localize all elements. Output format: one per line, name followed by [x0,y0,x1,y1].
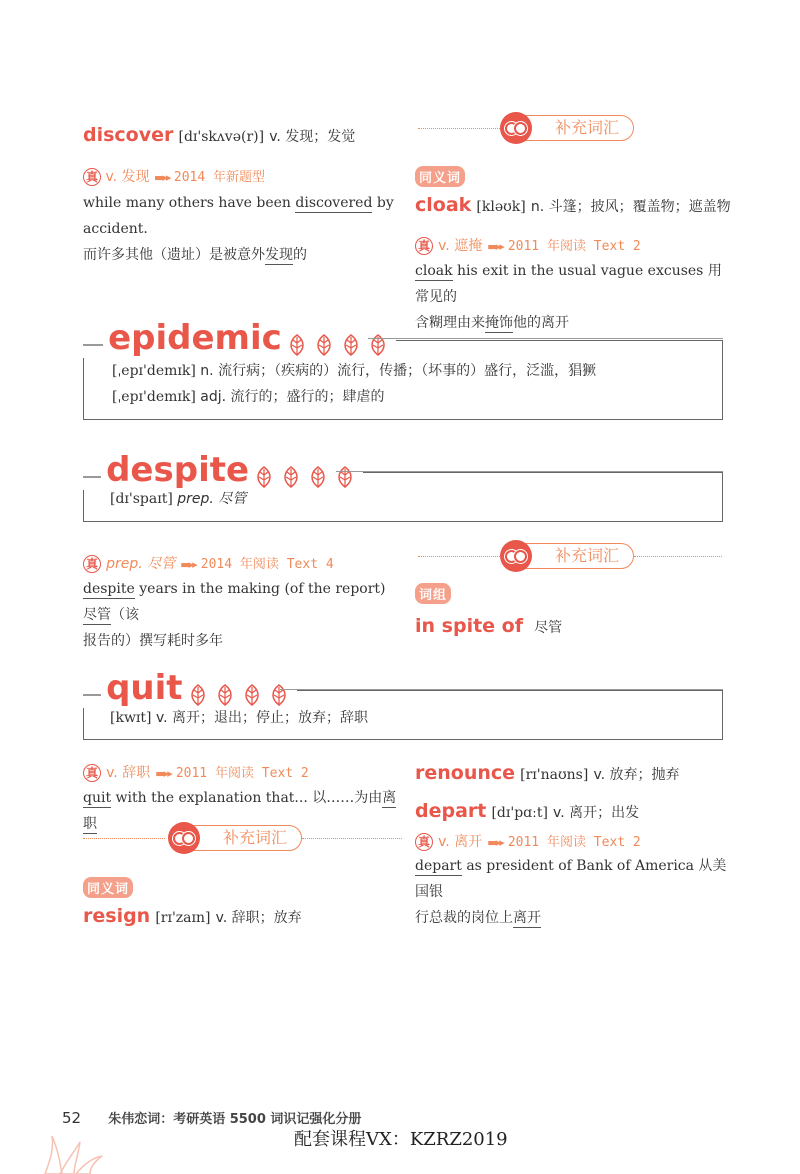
leaf-icon [188,683,208,707]
headword-renounce: renounce [415,762,516,784]
entry-renounce [415,762,680,784]
arrow-icon: ▬▸▸ [180,558,196,571]
entry-discover [83,124,403,146]
header-rule [83,694,101,696]
supplement-label: 补充词汇 [555,546,620,565]
translation-keyword: 离开 [513,910,541,926]
definition: v. 离开；退出；停止；放弃；辞职 [155,710,369,726]
leaf-icon [242,683,262,707]
synonym-tag-label: 同义词 [83,877,133,898]
example-depart [415,853,735,931]
leaf-icon [269,683,289,707]
phrase-definition: 尽管 [534,620,563,636]
arrow-icon: ▬▸▸ [487,836,503,849]
headword-despite: despite [106,450,250,490]
real-exam-source: 2014 年阅读 Text 4 [200,557,334,572]
phrase-text: in spite of [415,615,523,637]
synonym-tag-label: 同义词 [415,166,465,187]
real-exam-icon: 真 [415,237,433,255]
example-text: while many others have been [83,195,296,211]
watermark-text: 配套课程VX：KZRZ2019 [294,1129,508,1150]
book-title: 朱伟恋词：考研英语 5500 词识记强化分册 [108,1112,362,1127]
translation-keyword: 离职 [83,790,397,832]
real-exam-line [83,762,309,782]
real-exam-source: 2011 年阅读 Text 2 [507,239,641,254]
divider [634,556,722,557]
header-trail-line [336,471,723,472]
real-exam-pos: v. 辞职 [106,765,151,781]
translation-keyword: 尽管 [83,607,111,623]
phrase-tag [415,583,451,604]
example-keyword: quit [83,790,112,806]
real-exam-source: 2011 年阅读 Text 2 [175,766,309,781]
example-keyword: discovered [295,195,373,211]
definition: prep. 尽管 [177,491,247,507]
definition: n. 斗篷；披风；覆盖物；遮盖物 [530,199,731,215]
divider [418,556,500,557]
leaf-icon [287,333,307,357]
owl-icon [500,540,532,572]
definitions-despite [110,486,246,512]
translation-end: 他的离开 [513,315,569,331]
leaf-icon [308,465,328,489]
header-rule [83,344,103,346]
definitions-epidemic [112,358,712,410]
phonetic: [dɪ'skʌvə(r)] [178,129,265,145]
phonetic: [ˌepɪ'demɪk] [112,363,196,379]
example-cloak [415,258,735,336]
arrow-icon: ▬▸▸ [154,171,170,184]
divider [83,838,165,839]
leaf-icon [335,465,355,489]
phonetic: [dɪ'pɑːt] [491,805,548,821]
headword-depart: depart [415,800,487,822]
owl-icon [500,112,532,144]
headword-cloak: cloak [415,194,472,216]
phrase-entry [415,615,562,637]
translation-text: 报告的）撰写耗时多年 [83,633,223,649]
real-exam-pos: v. 离开 [438,834,483,850]
example-despite [83,576,403,654]
phonetic: [ˌepɪ'demɪk] [112,389,196,405]
example-text: with the explanation that... 以……为由 [111,790,383,806]
leaf-icon [215,683,235,707]
real-exam-line [83,166,265,186]
real-exam-icon: 真 [83,555,101,573]
page-number: 52 [62,1109,82,1127]
box-header-quit [83,668,297,708]
real-exam-line [415,235,641,255]
example-text: years in the making (of the report) [134,581,386,597]
translation-text: 而许多其他（遗址）是被意外 [83,247,265,263]
headword-resign: resign [83,905,151,927]
translation-text: （该 [111,607,139,623]
definition: v. 放弃；抛弃 [593,767,680,783]
real-exam-pos: v. 发现 [105,169,150,185]
definition: adj. 流行的；盛行的；肆虐的 [200,389,385,405]
example-keyword: depart [415,858,462,874]
translation-text: 行总裁的岗位上 [415,910,513,926]
definition: v. 辞职；放弃 [215,910,302,926]
entry-resign [83,905,302,927]
divider [418,128,500,129]
entry-cloak [415,194,735,216]
supplement-label: 补充词汇 [223,828,288,847]
leaf-icon [341,333,361,357]
frequency-leaves [188,684,291,703]
real-exam-icon: 真 [83,764,101,782]
synonym-tag [415,166,465,187]
owl-icon [168,822,200,854]
example-keyword: despite [83,581,135,597]
translation-keyword: 掩饰 [485,315,513,331]
definitions-quit [110,705,368,731]
phonetic: [kləʊk] [476,199,526,215]
headword-quit: quit [106,668,183,708]
headword-epidemic: epidemic [108,318,282,358]
example-discover [83,190,403,268]
phonetic: [rɪ'naʊns] [520,767,589,783]
leaf-icon [368,333,388,357]
real-exam-line [83,553,334,573]
definition: v. 离开；出发 [553,805,640,821]
arrow-icon: ▬▸▸ [487,240,503,253]
header-trail-line [280,689,723,690]
headword-discover: discover [83,124,174,146]
translation-keyword: 发现 [265,247,293,263]
box-header-epidemic [83,318,396,358]
frequency-leaves [287,334,390,353]
arrow-icon: ▬▸▸ [155,767,171,780]
definition: v. 发现；发觉 [269,129,356,145]
real-exam-source: 2011 年阅读 Text 2 [507,835,641,850]
synonym-tag [83,877,133,898]
phonetic: [kwɪt] [110,710,152,726]
real-exam-pos: prep. 尽管 [106,556,176,572]
definition: n. 流行病；（疾病的）流行，传播；（坏事的）盛行，泛滥，猖獗 [200,363,597,379]
example-keyword: cloak [415,263,453,279]
real-exam-icon: 真 [83,168,101,186]
supplement-label: 补充词汇 [555,118,620,137]
leaf-icon [314,333,334,357]
frequency-leaves [254,466,357,485]
phonetic: [rɪ'zaɪn] [155,910,211,926]
translation-end: 的 [293,247,307,263]
header-rule [83,476,101,478]
example-text: his exit in the usual vague excuses 用常见的 [415,263,722,305]
box-header-despite [83,450,363,490]
entry-depart [415,800,639,822]
example-text-end: by accident. [83,195,394,237]
real-exam-pos: v. 遮掩 [438,238,483,254]
real-exam-icon: 真 [415,833,433,851]
phonetic: [dɪ'spaɪt] [110,491,173,507]
leaf-icon [254,465,274,489]
real-exam-line [415,831,641,851]
header-trail-line [368,338,723,339]
divider [302,838,402,839]
grass-decoration-icon [40,1130,110,1174]
example-text: as president of Bank of America 从美国银 [415,858,727,900]
leaf-icon [281,465,301,489]
real-exam-source: 2014 年新题型 [173,170,266,185]
translation-text: 含糊理由来 [415,315,485,331]
phrase-tag-label: 词组 [415,583,451,604]
